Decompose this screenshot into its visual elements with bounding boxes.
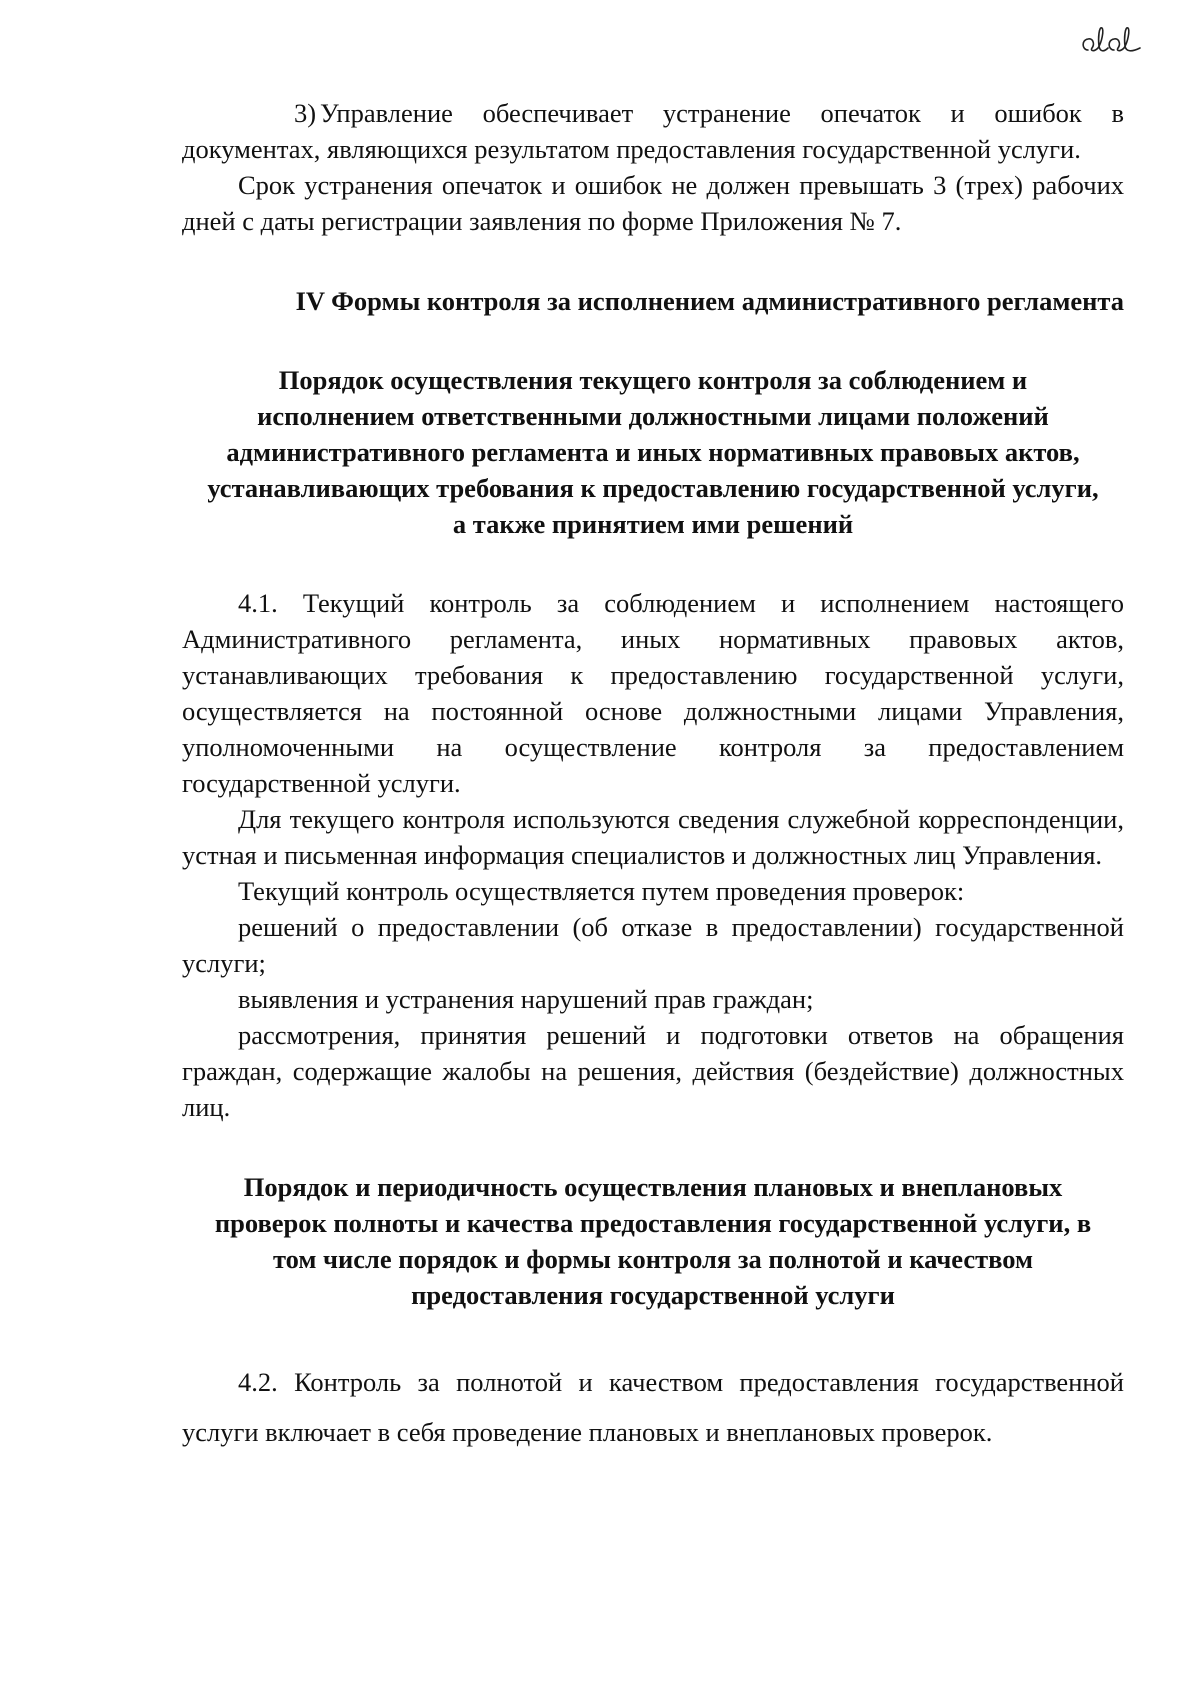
- paragraph-item-3: [182, 95, 1124, 167]
- paragraph-check-violations: выявления и устранения нарушений прав граждан;: [238, 984, 814, 1014]
- paragraph-deadline: Срок устранения опечаток и ошибок не должен превышать 3 (трех) рабочих дней с даты регистрации заявления по форме Приложения № 7.: [182, 170, 1124, 236]
- paragraph-4-1: 4.1. Текущий контроль за соблюдением и исполнением настоящего Административного регламента, иных нормативных правовых актов, устанавливающих требования к предоставлению государственной услуги, осуществляется на постоянной основе должностными лицами Управления, уполномоченными на осуществление контроля за предоставлением государственной услуги.: [182, 588, 1124, 798]
- paragraph-check-appeals: рассмотрения, принятия решений и подготовки ответов на обращения граждан, содержащие жалобы на решения, действия (бездействие) должностных лиц.: [182, 1020, 1124, 1122]
- paragraph-sources: Для текущего контроля используются сведения служебной корреспонденции, устная и письменная информация специалистов и должностных лиц Управления.: [182, 804, 1124, 870]
- item-number: 3): [294, 98, 317, 128]
- document-body: [182, 95, 1124, 1457]
- subsection-heading-inspections: Порядок и периодичность осуществления плановых и внеплановых проверок полноты и качества предоставления государственной услуги, в том числе порядок и формы контроля за полнотой и качеством предоставления государственной услуги: [214, 1172, 1092, 1310]
- subsection-heading-current-control: Порядок осуществления текущего контроля за соблюдением и исполнением ответственными должностными лицами положений административного регламента и иных нормативных правовых актов, устанавливающих требования к предоставлению государственной услуги, а также принятием ими решений: [207, 365, 1099, 539]
- paragraph-check-decisions: решений о предоставлении (об отказе в предоставлении) государственной услуги;: [182, 912, 1124, 978]
- paragraph-4-2: 4.2. Контроль за полнотой и качеством предоставления государственной услуги включает в себя проведение плановых и внеплановых проверок.: [182, 1367, 1124, 1447]
- item-text: Управление обеспечивает устранение опечаток и ошибок в документах, являющихся результатом предоставления государственной услуги.: [182, 98, 1124, 164]
- section-heading: IV Формы контроля за исполнением административного регламента: [295, 286, 1124, 316]
- paragraph-checks-intro: Текущий контроль осуществляется путем проведения проверок:: [238, 876, 965, 906]
- handwritten-page-number: [1078, 22, 1148, 62]
